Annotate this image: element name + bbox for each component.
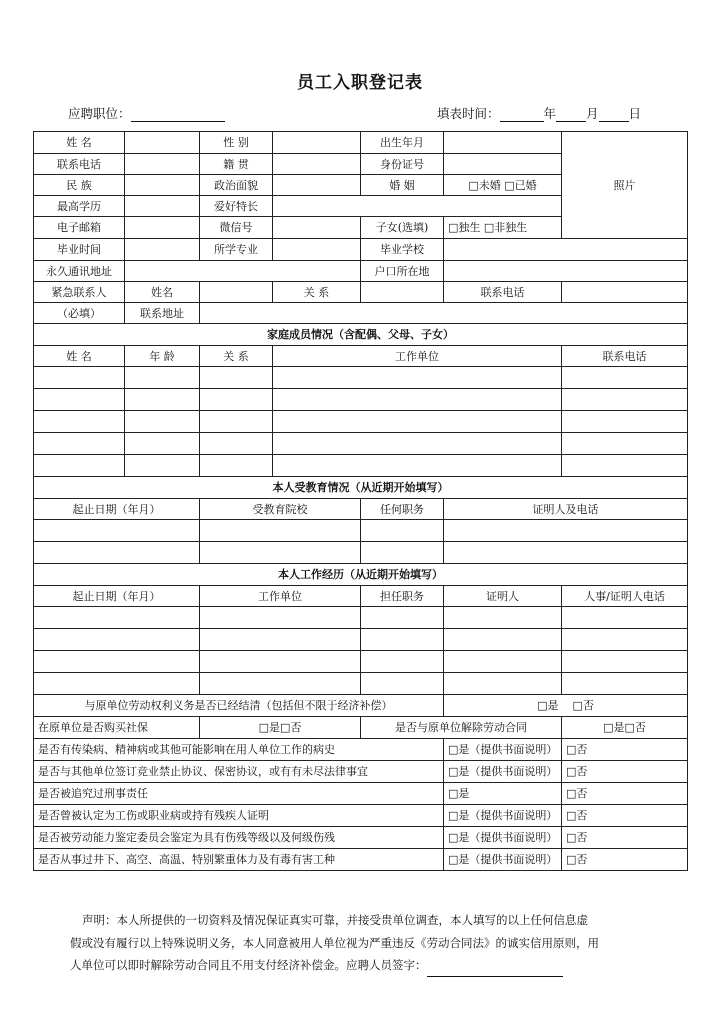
family-cell[interactable] [34,411,125,433]
q7-no-option[interactable]: □否 [562,827,688,849]
work-row [34,673,688,695]
ec-name-cell[interactable] [200,282,273,303]
family-relation-header: 关 系 [200,346,273,367]
address-cell[interactable] [125,261,361,282]
q3-no-option[interactable]: □否 [562,739,688,761]
q8-yes-option[interactable]: □是（提供书面说明） [444,849,562,871]
family-cell[interactable] [125,367,200,389]
grad-time-cell[interactable] [125,239,200,261]
family-cell[interactable] [34,389,125,411]
family-cell[interactable] [200,389,273,411]
family-row [34,411,688,433]
q6-no-option[interactable]: □否 [562,805,688,827]
work-row [34,629,688,651]
edu-date-header: 起止日期（年月） [34,499,200,520]
ec-relation-cell[interactable] [361,282,444,303]
month-label: 月 [586,106,599,121]
phone-cell[interactable] [125,154,200,175]
fill-time-label: 填表时间： [437,106,500,121]
family-cell[interactable] [273,389,562,411]
q1-yes-option[interactable]: □是 [537,699,559,712]
edu-cell[interactable] [34,542,200,564]
declaration-line-3: 人单位可以即时解除劳动合同且不用支付经济补偿金。应聘人员签字： [70,958,427,972]
name-label: 姓 名 [34,132,125,154]
political-label: 政治面貌 [200,175,273,196]
work-cell[interactable] [361,651,444,673]
q2b-label: 是否与原单位解除劳动合同 [361,717,562,739]
family-cell[interactable] [200,367,273,389]
q2a-options[interactable]: □是□否 [200,717,361,739]
work-cell[interactable] [361,629,444,651]
work-cell[interactable] [34,673,200,695]
ethnic-label: 民 族 [34,175,125,196]
q6-label: 是否曾被认定为工伤或职业病或持有残疾人证明 [34,805,444,827]
work-cell[interactable] [444,651,562,673]
q8-label: 是否从事过井下、高空、高温、特别繁重体力及有毒有害工种 [34,849,444,871]
edu-duty-header: 任何职务 [361,499,444,520]
family-row [34,433,688,455]
work-cell[interactable] [34,607,200,629]
family-cell[interactable] [125,433,200,455]
family-cell[interactable] [562,389,688,411]
major-cell[interactable] [273,239,361,261]
wechat-label: 微信号 [200,217,273,239]
photo-cell[interactable]: 照片 [562,132,688,239]
family-cell[interactable] [200,455,273,477]
work-cell[interactable] [361,607,444,629]
hobby-label: 爱好特长 [200,196,273,217]
family-cell[interactable] [200,411,273,433]
family-row [34,389,688,411]
family-row [34,455,688,477]
q5-yes-option[interactable]: □是 [444,783,562,805]
work-hr-phone-header: 人事/证明人电话 [562,586,688,607]
education-cell[interactable] [125,196,200,217]
education-label: 最高学历 [34,196,125,217]
family-name-header: 姓 名 [34,346,125,367]
school-cell[interactable] [444,239,688,261]
hukou-cell[interactable] [444,261,688,282]
native-cell[interactable] [273,154,361,175]
education-section-title: 本人受教育情况（从近期开始填写） [34,477,688,499]
work-cell[interactable] [361,673,444,695]
work-cell[interactable] [34,651,200,673]
marriage-options[interactable]: □未婚 □已婚 [444,175,562,196]
edu-cell[interactable] [444,542,688,564]
edu-witness-header: 证明人及电话 [444,499,688,520]
work-cell[interactable] [200,651,361,673]
work-cell[interactable] [200,607,361,629]
education-row [34,542,688,564]
signature-input[interactable] [427,963,563,977]
address-label: 永久通讯地址 [34,261,125,282]
edu-cell[interactable] [34,520,200,542]
family-cell[interactable] [34,455,125,477]
family-cell[interactable] [125,455,200,477]
grad-time-label: 毕业时间 [34,239,125,261]
work-cell[interactable] [444,607,562,629]
day-label: 日 [628,106,642,121]
family-cell[interactable] [273,433,562,455]
ec-phone-label: 联系电话 [444,282,562,303]
idcard-cell[interactable] [444,154,562,175]
family-cell[interactable] [125,411,200,433]
native-label: 籍 贯 [200,154,273,175]
work-duty-header: 担任职务 [361,586,444,607]
ec-name-label: 姓名 [125,282,200,303]
year-input[interactable] [500,108,544,122]
work-cell[interactable] [562,629,688,651]
idcard-label: 身份证号 [361,154,444,175]
edu-cell[interactable] [361,542,444,564]
declaration-line-2: 假或没有履行以上特殊说明义务，本人同意被用人单位视为严重违反《劳动合同法》的诚实信用原则，用 [70,935,599,950]
q1-options[interactable] [444,695,688,717]
q5-no-option[interactable]: □否 [562,783,688,805]
edu-school-header: 受教育院校 [200,499,361,520]
ec-phone-cell[interactable] [562,282,688,303]
declaration [70,909,660,977]
work-section-title: 本人工作经历（从近期开始填写） [34,564,688,586]
family-cell[interactable] [562,411,688,433]
position-input[interactable] [131,108,225,122]
work-cell[interactable] [562,651,688,673]
ec-relation-label: 关 系 [273,282,361,303]
q2a-label: 在原单位是否购买社保 [34,717,200,739]
month-input[interactable] [556,108,586,122]
work-cell[interactable] [444,629,562,651]
work-unit-header: 工作单位 [200,586,361,607]
q4-yes-option[interactable]: □是（提供书面说明） [444,761,562,783]
registration-table [33,131,688,871]
children-options[interactable]: □独生 □非独生 [444,217,562,239]
q8-no-option[interactable]: □否 [562,849,688,871]
work-cell[interactable] [34,629,200,651]
children-label: 子女(选填) [361,217,444,239]
wechat-cell[interactable] [273,217,361,239]
required-label: （必填） [34,303,125,324]
q1-label: 与原单位劳动权利义务是否已经结清（包括但不限于经济补偿） [34,695,444,717]
education-row [34,520,688,542]
family-phone-header: 联系电话 [562,346,688,367]
q4-label: 是否与其他单位签订竞业禁止协议、保密协议，或有有未尽法律事宜 [34,761,444,783]
family-cell[interactable] [273,411,562,433]
emergency-label: 紧急联系人 [34,282,125,303]
q3-yes-option[interactable]: □是（提供书面说明） [444,739,562,761]
family-age-header: 年 龄 [125,346,200,367]
family-cell[interactable] [200,433,273,455]
q7-label: 是否被劳动能力鉴定委员会鉴定为具有伤残等级以及何级伤残 [34,827,444,849]
birth-label: 出生年月 [361,132,444,154]
year-label: 年 [543,106,557,121]
q4-no-option[interactable]: □否 [562,761,688,783]
edu-cell[interactable] [200,542,361,564]
form-title: 员工入职登记表 [297,73,423,93]
family-cell[interactable] [273,455,562,477]
family-cell[interactable] [125,389,200,411]
political-cell[interactable] [273,175,361,196]
declaration-line-1: 声明：本人所提供的一切资料及情况保证真实可靠，并接受贵单位调查，本人填写的以上任何信息虚 [82,913,588,927]
gender-label: 性 别 [200,132,273,154]
family-cell[interactable] [562,367,688,389]
q7-yes-option[interactable]: □是（提供书面说明） [444,827,562,849]
position-label: 应聘职位： [68,106,131,121]
family-cell[interactable] [273,367,562,389]
birth-cell[interactable] [444,132,562,154]
email-label: 电子邮箱 [34,217,125,239]
q2b-options[interactable]: □是□否 [562,717,688,739]
work-cell[interactable] [200,673,361,695]
q6-yes-option[interactable]: □是（提供书面说明） [444,805,562,827]
gender-cell[interactable] [273,132,361,154]
edu-cell[interactable] [200,520,361,542]
fill-time-field [437,104,641,122]
hukou-label: 户口所在地 [361,261,444,282]
work-row [34,607,688,629]
work-cell[interactable] [200,629,361,651]
q5-label: 是否被追究过刑事责任 [34,783,444,805]
work-row [34,651,688,673]
phone-label: 联系电话 [34,154,125,175]
work-witness-header: 证明人 [444,586,562,607]
marriage-label: 婚 姻 [361,175,444,196]
family-cell[interactable] [34,433,125,455]
work-cell[interactable] [562,673,688,695]
position-field [68,104,225,122]
family-cell[interactable] [34,367,125,389]
day-input[interactable] [599,108,629,122]
edu-cell[interactable] [361,520,444,542]
ec-address-label: 联系地址 [125,303,200,324]
work-date-header: 起止日期（年月） [34,586,200,607]
work-cell[interactable] [444,673,562,695]
work-cell[interactable] [562,607,688,629]
ec-address-cell[interactable] [200,303,688,324]
name-cell[interactable] [125,132,200,154]
family-row [34,367,688,389]
family-cell[interactable] [562,455,688,477]
q3-label: 是否有传染病、精神病或其他可能影响在用人单位工作的病史 [34,739,444,761]
family-work-header: 工作单位 [273,346,562,367]
school-label: 毕业学校 [361,239,444,261]
major-label: 所学专业 [200,239,273,261]
q1-no-option[interactable]: □否 [572,699,594,712]
edu-cell[interactable] [444,520,688,542]
family-cell[interactable] [562,433,688,455]
ethnic-cell[interactable] [125,175,200,196]
email-cell[interactable] [125,217,200,239]
family-section-title: 家庭成员情况（含配偶、父母、子女） [34,324,688,346]
hobby-cell[interactable] [273,196,562,217]
